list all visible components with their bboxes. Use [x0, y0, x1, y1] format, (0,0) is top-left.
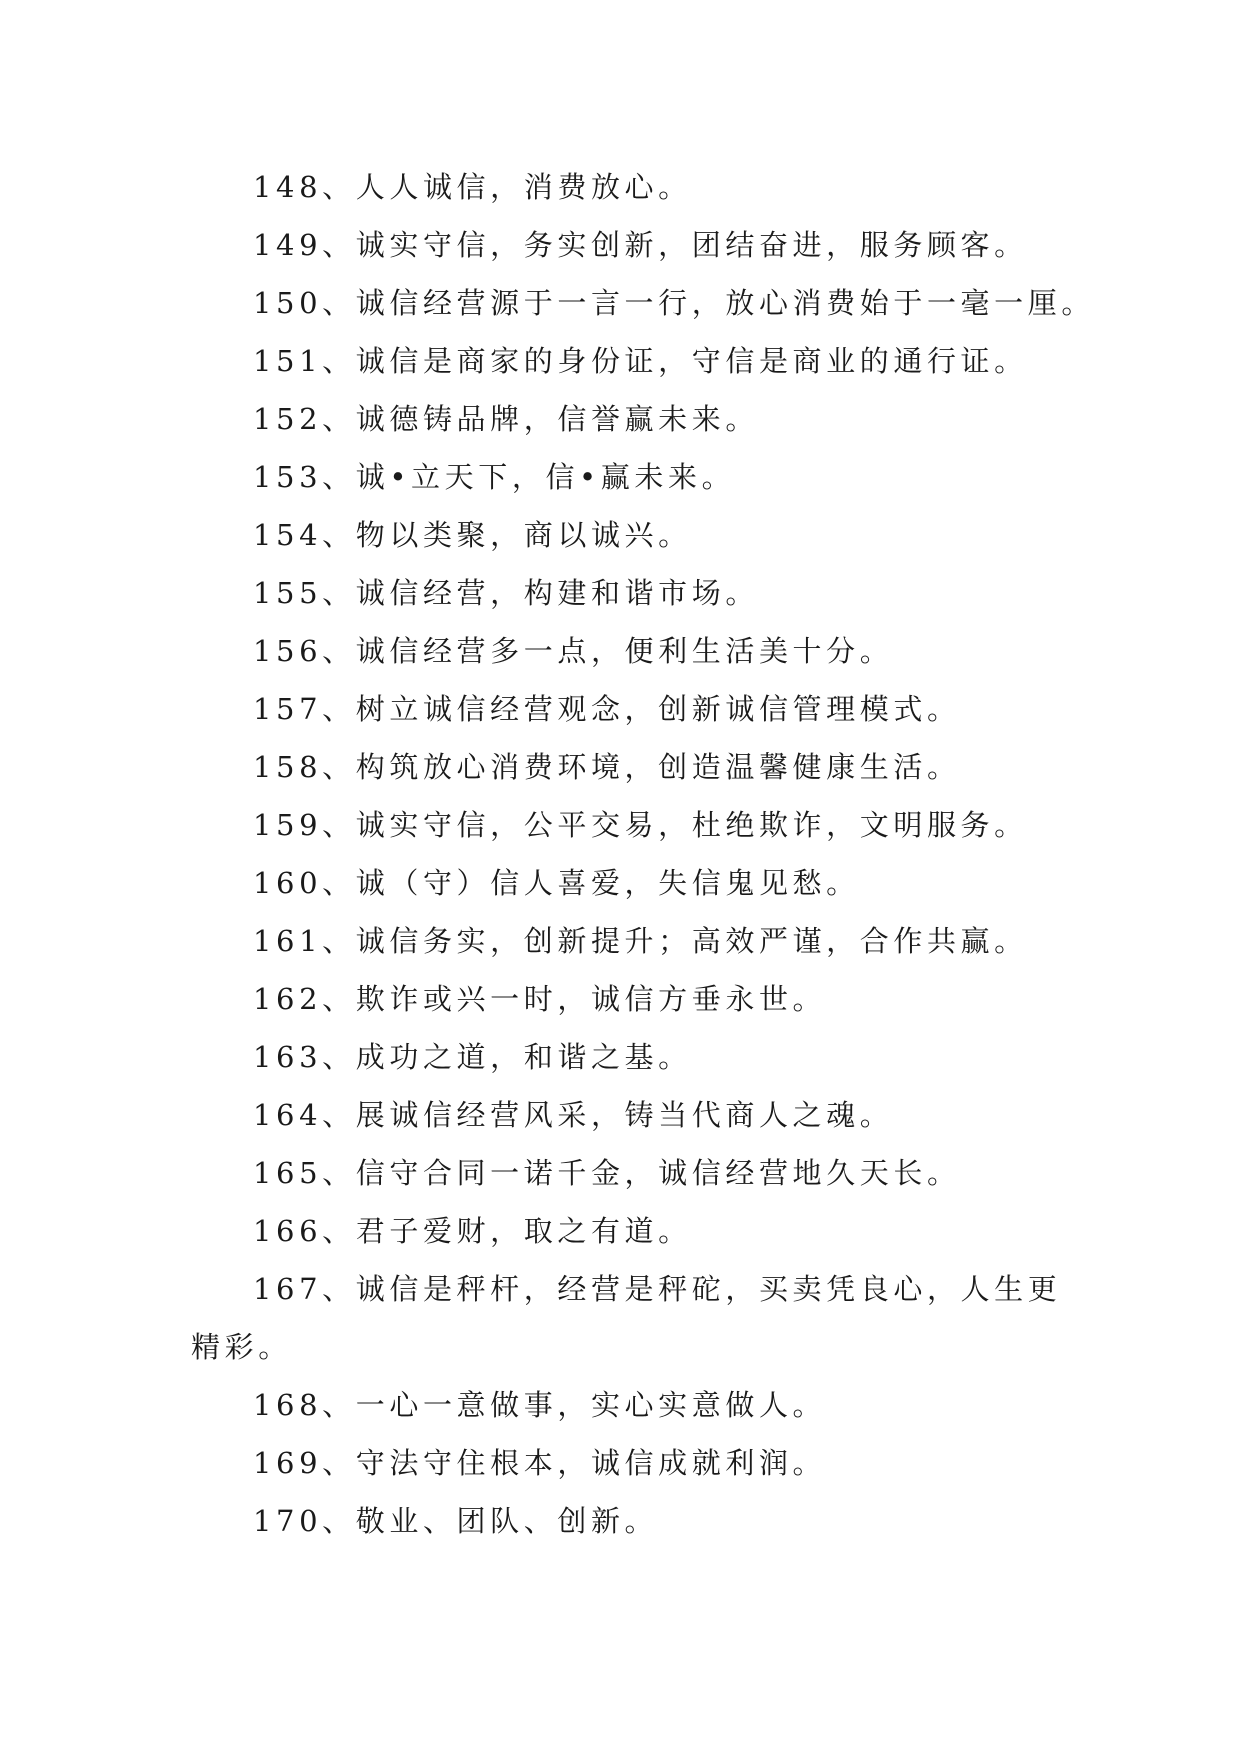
list-item: 166、君子爱财，取之有道。: [253, 1214, 692, 1248]
list-item-continuation: 精彩。: [191, 1330, 292, 1364]
list-item: 156、诚信经营多一点，便利生活美十分。: [253, 634, 894, 668]
list-item: 151、诚信是商家的身份证，守信是商业的通行证。: [253, 344, 1028, 378]
list-item: 160、诚（守）信人喜爱，失信鬼见愁。: [253, 866, 860, 900]
list-item: 153、诚•立天下，信•赢未来。: [253, 460, 736, 494]
list-item: 161、诚信务实，创新提升；高效严谨，合作共赢。: [253, 924, 1028, 958]
list-item: 164、展诚信经营风采，铸当代商人之魂。: [253, 1098, 894, 1132]
list-item: 168、一心一意做事，实心实意做人。: [253, 1388, 827, 1422]
slogan-list: [191, 158, 1095, 1550]
list-item: 169、守法守住根本，诚信成就利润。: [253, 1446, 827, 1480]
list-item: 155、诚信经营，构建和谐市场。: [253, 576, 759, 610]
list-item: 148、人人诚信，消费放心。: [253, 170, 692, 204]
list-item: 162、欺诈或兴一时，诚信方垂永世。: [253, 982, 827, 1016]
list-item: 163、成功之道，和谐之基。: [253, 1040, 692, 1074]
list-item: 154、物以类聚，商以诚兴。: [253, 518, 692, 552]
list-item: 157、树立诚信经营观念，创新诚信管理模式。: [253, 692, 961, 726]
list-item: 158、构筑放心消费环境，创造温馨健康生活。: [253, 750, 961, 784]
list-item: 149、诚实守信，务实创新，团结奋进，服务顾客。: [253, 228, 1028, 262]
list-item: 170、敬业、团队、创新。: [253, 1504, 659, 1538]
list-item: 165、信守合同一诺千金，诚信经营地久天长。: [253, 1156, 961, 1190]
list-item: 167、诚信是秤杆，经营是秤砣，买卖凭良心，人生更: [253, 1272, 1062, 1306]
list-item: 150、诚信经营源于一言一行，放心消费始于一毫一厘。: [253, 286, 1095, 320]
list-item: 152、诚德铸品牌，信誉赢未来。: [253, 402, 759, 436]
list-item: 159、诚实守信，公平交易，杜绝欺诈，文明服务。: [253, 808, 1028, 842]
